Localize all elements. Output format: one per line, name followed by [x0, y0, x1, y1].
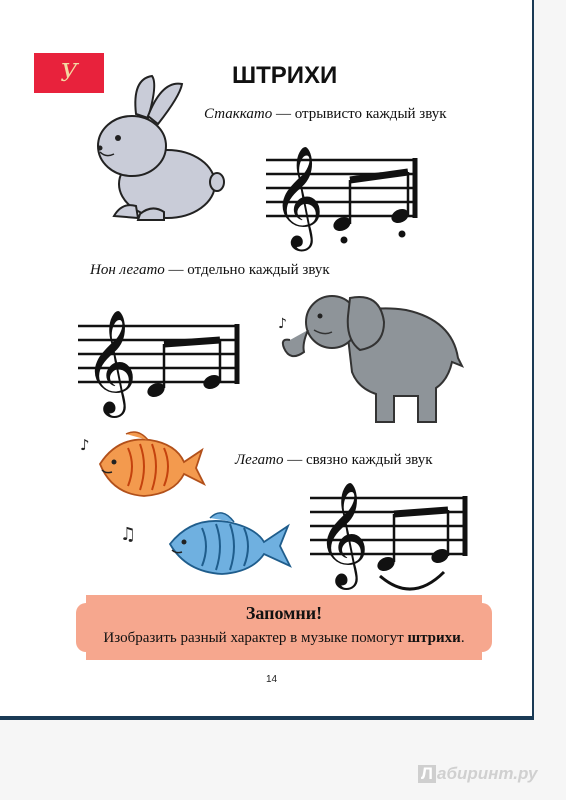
remember-title: Запомни! [245, 603, 323, 623]
watermark-logo: Л [418, 765, 436, 783]
section-tag-letter: У [60, 59, 78, 87]
legato-staff [310, 468, 476, 596]
treble-clef-icon: 𝄞 [316, 481, 370, 586]
staccato-term: Стаккато [204, 106, 273, 122]
legato-caption [235, 452, 433, 469]
rabbit-illustration [92, 74, 224, 224]
nonlegato-staff [78, 296, 248, 414]
music-note-icon: ♪ [278, 316, 287, 332]
orange-fish-illustration [78, 428, 208, 500]
remember-text-main: Изобразить разный характер в музыке помогут [103, 630, 408, 646]
treble-clef-icon: 𝄞 [84, 309, 138, 414]
nonlegato-caption [90, 262, 330, 279]
remember-box [86, 595, 482, 660]
music-notes-icon: ♫ [120, 524, 137, 545]
watermark [418, 764, 537, 784]
remember-text-keyword: штрихи [407, 630, 461, 646]
blue-fish-illustration [116, 500, 296, 580]
nonlegato-term: Нон легато [90, 262, 165, 278]
elephant-illustration [276, 284, 468, 426]
watermark-text: абиринт.ру [437, 764, 538, 783]
page-title: ШТРИХИ [232, 62, 338, 89]
treble-clef-icon: 𝄞 [272, 144, 325, 247]
staccato-description: — отрывисто каждый звук [272, 106, 447, 122]
music-note-icon: ♪ [80, 436, 90, 454]
legato-description: — связно каждый звук [283, 452, 433, 468]
staccato-staff [266, 132, 426, 247]
legato-term: Легато [235, 452, 284, 468]
nonlegato-description: — отдельно каждый звук [164, 262, 330, 278]
staccato-caption [204, 106, 447, 123]
remember-text-end: . [460, 630, 465, 646]
page-number: 14 [266, 674, 278, 685]
remember-text [86, 630, 482, 647]
